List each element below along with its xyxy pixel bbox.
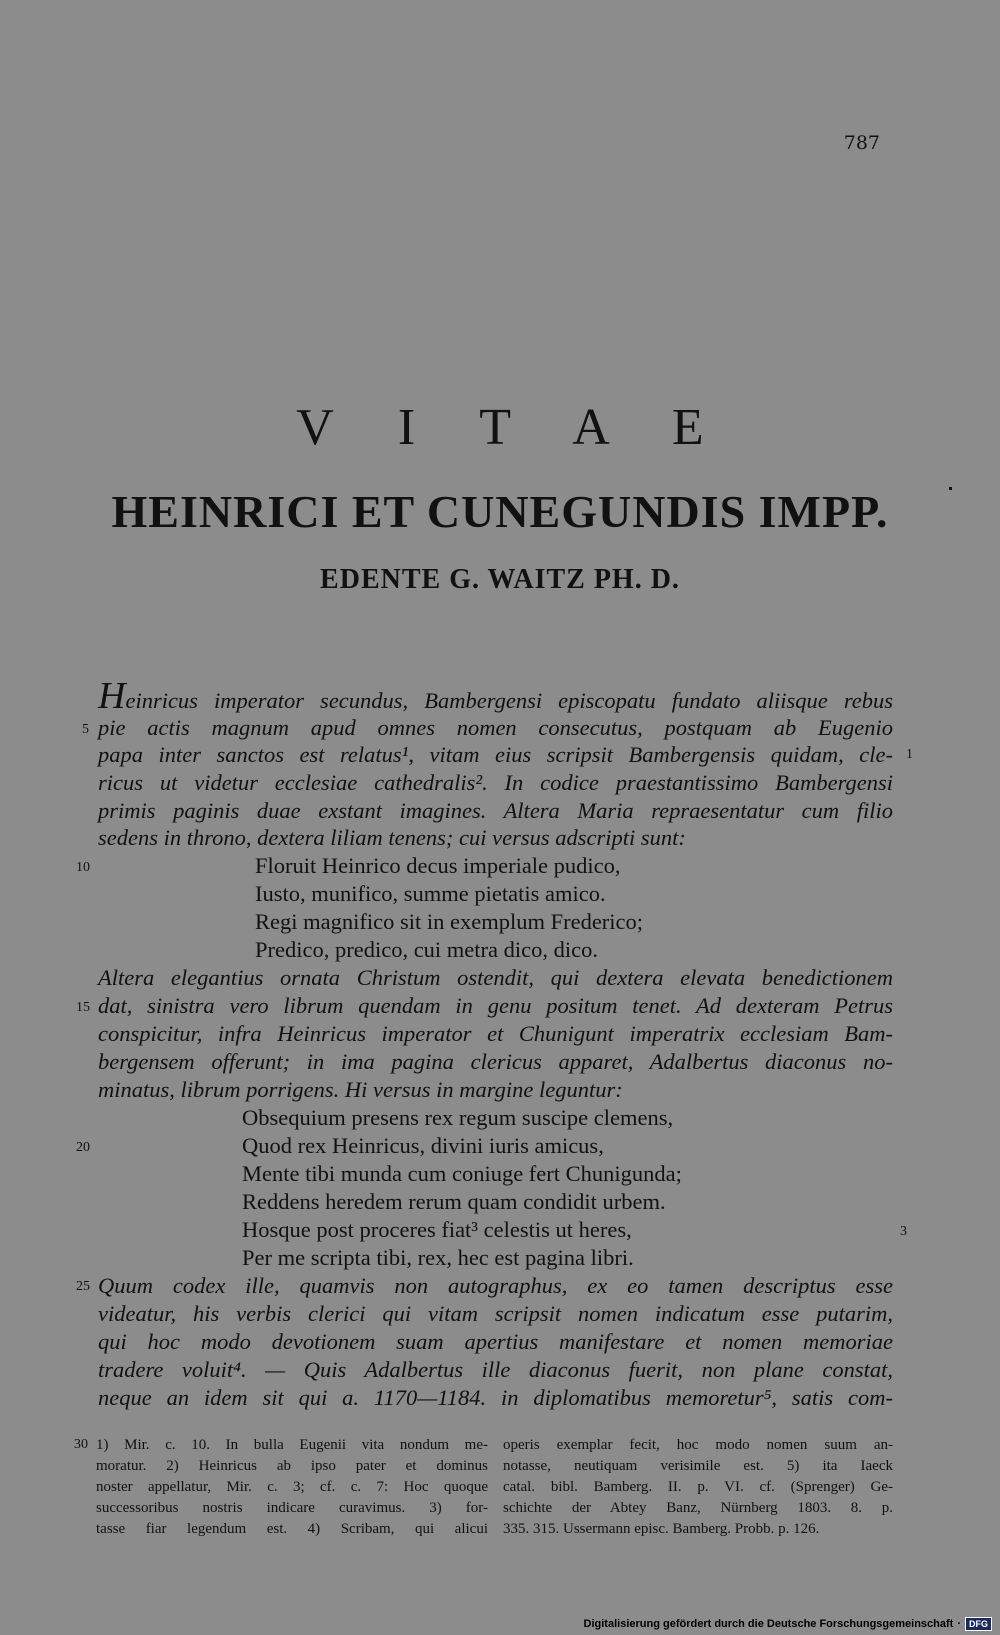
footnote-line: schichte der Abtey Banz, Nürnberg 1803. 8. p. <box>503 1500 893 1516</box>
body2-line: minatus, librum porrigens. Hi versus in margine leguntur: <box>98 1077 623 1102</box>
body-line-6: sedens in throno, dextera liliam tenens; cui versus adscripti sunt: <box>98 825 686 850</box>
verse-line: Iusto, munifico, summe pietatis amico. <box>255 881 606 906</box>
body-line-3: papa inter sanctos est relatus¹, vitam eius scripsit Bambergensis quidam, cle- <box>98 742 893 767</box>
verse-line: Per me scripta tibi, rex, hec est pagina libri. <box>242 1245 634 1270</box>
dfg-logo: DFG <box>965 1617 992 1631</box>
body2-line: bergensem offerunt; in ima pagina clericus apparet, Adalbertus diaconus no- <box>98 1049 893 1074</box>
footnote-line: moratur. 2) Heinricus ab ipso pater et dominus <box>96 1458 488 1474</box>
title: V I T A E <box>296 399 730 456</box>
verse-line: Predico, predico, cui metra dico, dico. <box>255 937 599 962</box>
verse-line: Reddens heredem rerum quam condidit urbem. <box>242 1189 666 1214</box>
footnote-line: notasse, neutiquam verisimile est. 5) ita Iaeck <box>503 1458 893 1474</box>
line-number: 5 <box>82 722 89 737</box>
verse-line: Regi magnifico sit in exemplum Frederico; <box>255 909 644 934</box>
body-line-5: primis paginis duae exstant imagines. Altera Maria repraesentatur cum filio <box>98 798 893 823</box>
body3-line: videatur, his verbis clerici qui vitam scripsit nomen indicatum esse putarim, <box>98 1301 893 1326</box>
footnote-line: operis exemplar fecit, hoc modo nomen suum an- <box>503 1437 893 1453</box>
body-line-4: ricus ut videtur ecclesiae cathedralis². In codice praestantissimo Bambergensi <box>98 770 893 795</box>
footer-text: Digitalisierung gefördert durch die Deutsche Forschungsgemeinschaft <box>583 1618 954 1630</box>
body3-line: tradere voluit⁴. — Quis Adalbertus ille diaconus fuerit, non plane constat, <box>98 1357 893 1382</box>
footnote-line: tasse fiar legendum est. 4) Scribam, qui alicui <box>96 1521 488 1537</box>
verse-line: Mente tibi munda cum coniuge fert Chunigunda; <box>242 1161 682 1186</box>
footnote-line: 1) Mir. c. 10. In bulla Eugenii vita nondum me- <box>96 1437 488 1453</box>
line-number: 25 <box>76 1279 90 1294</box>
body2-line: Altera elegantius ornata Christum ostendit, qui dextera elevata benedictionem <box>98 965 893 990</box>
verse-line: Obsequium presens rex regum suscipe clemens, <box>242 1105 674 1130</box>
subtitle: HEINRICI ET CUNEGUNDIS IMPP. <box>111 486 889 537</box>
line-number: 10 <box>76 860 90 875</box>
line-number: 30 <box>74 1437 88 1452</box>
verse-line: Quod rex Heinricus, divini iuris amicus, <box>242 1133 604 1158</box>
page-number: 787 <box>843 132 880 154</box>
body-line-1: Heinricus imperator secundus, Bambergensi episcopatu fundato aliisque rebus <box>98 675 893 717</box>
line-number: 15 <box>76 1000 90 1015</box>
line-number: 20 <box>76 1140 90 1155</box>
body-line-2: pie actis magnum apud omnes nomen consecutus, postquam ab Eugenio <box>98 715 893 740</box>
margin-note: 1 <box>906 747 913 762</box>
drop-cap: H <box>98 675 126 717</box>
editor-line: EDENTE G. WAITZ PH. D. <box>320 564 680 595</box>
footnote-line: successoribus nostris indicare curavimus. 3) for- <box>96 1500 488 1516</box>
body2-line: dat, sinistra vero librum quendam in genu positum tenet. Ad dexteram Petrus <box>98 993 893 1018</box>
ink-speck <box>949 487 952 490</box>
verse-line: Hosque post proceres fiat³ celestis ut heres, <box>242 1217 632 1242</box>
footnote-line: catal. bibl. Bamberg. II. p. VI. cf. (Sprenger) Ge- <box>503 1479 893 1495</box>
body2-line: conspicitur, infra Heinricus imperator et Chunigunt imperatrix ecclesiam Bam- <box>98 1021 893 1046</box>
footnote-line: noster appellatur, Mir. c. 3; cf. c. 7: Hoc quoque <box>96 1479 488 1495</box>
verse-line: Floruit Heinrico decus imperiale pudico, <box>255 853 621 878</box>
body3-line: Quum codex ille, quamvis non autographus, ex eo tamen descriptus esse <box>98 1273 893 1298</box>
body3-line: qui hoc modo devotionem suam apertius manifestare et nomen memoriae <box>98 1329 893 1354</box>
footnote-line: 335. 315. Ussermann episc. Bamberg. Probb. p. 126. <box>503 1521 820 1537</box>
digitization-credit: Digitalisierung gefördert durch die Deutsche Forschungsgemeinschaft · DFG <box>584 1617 992 1631</box>
body3-line: neque an idem sit qui a. 1170—1184. in diplomatibus memoretur⁵, satis com- <box>98 1385 893 1410</box>
margin-note: 3 <box>900 1224 907 1239</box>
